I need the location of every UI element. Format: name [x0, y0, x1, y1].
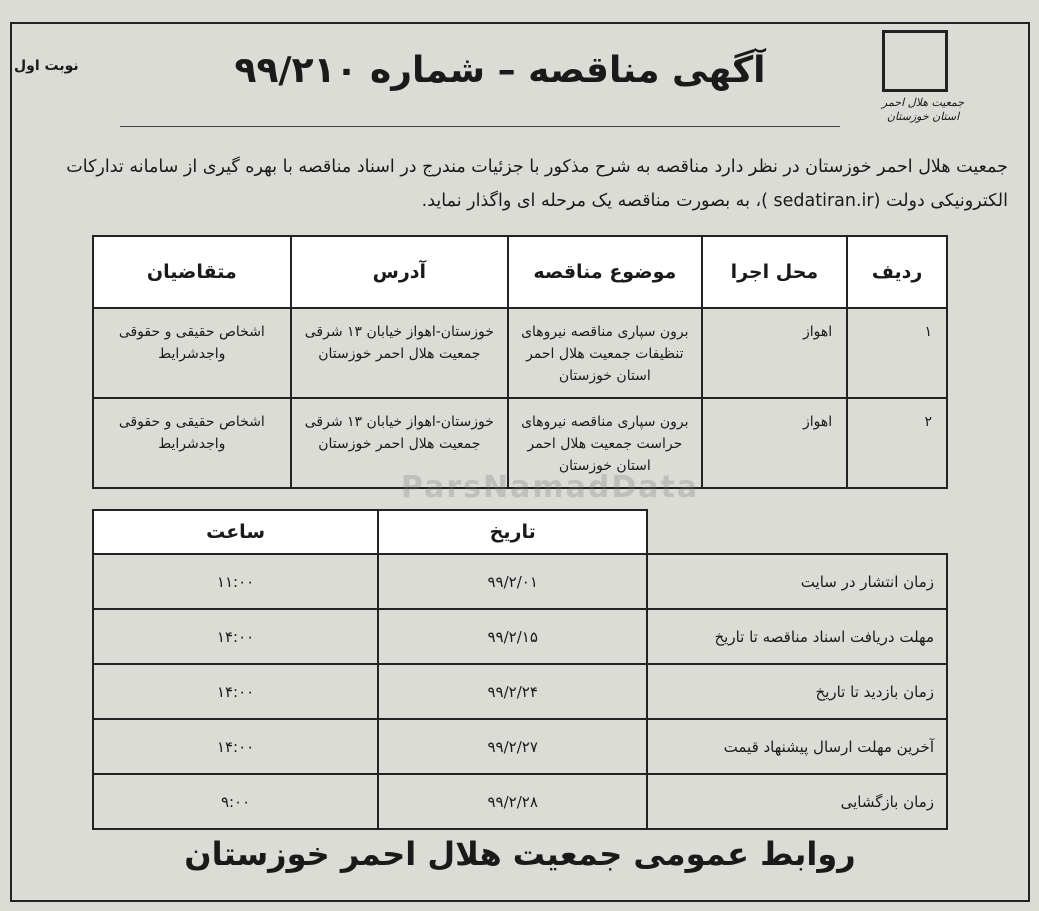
- col-header-subject: موضوع مناقصه: [508, 236, 702, 308]
- schedule-date: ۹۹/۲/۲۸: [378, 774, 647, 829]
- watermark: ParsNamadData: [400, 470, 700, 505]
- schedule-event: زمان بازدید تا تاریخ: [647, 664, 947, 719]
- schedule-table-header: [93, 510, 947, 554]
- table-row: [93, 554, 947, 609]
- logo-caption: [868, 96, 978, 124]
- table-row: [93, 719, 947, 774]
- schedule-date: ۹۹/۲/۱۵: [378, 609, 647, 664]
- table-row: [93, 609, 947, 664]
- row-index: ۲: [847, 398, 947, 488]
- crescent-emblem-box: [882, 30, 948, 92]
- schedule-table: [92, 509, 948, 830]
- intro-line-1: جمعیت هلال احمر خوزستان در نظر دارد مناقصه به شرح مذکور با جزئیات مندرج در اسناد مناقصه با بهره گیری از سامانه تدارکات: [66, 157, 1008, 177]
- schedule-event: زمان انتشار در سایت: [647, 554, 947, 609]
- schedule-time: ۱۱:۰۰: [93, 554, 378, 609]
- intro-paragraph: [28, 150, 1008, 218]
- intro-line-2: الکترونیکی دولت (sedatiran.ir )، به بصورت مناقصه یک مرحله ای واگذار نماید.: [421, 191, 1008, 211]
- schedule-time: ۱۴:۰۰: [93, 609, 378, 664]
- row-subject: برون سپاری مناقصه نیروهای حراست جمعیت هلال احمر استان خوزستان: [508, 398, 702, 488]
- title-divider: [120, 126, 840, 127]
- schedule-date: ۹۹/۲/۲۴: [378, 664, 647, 719]
- turn-label: نوبت اول: [14, 58, 79, 74]
- col-header-address: آدرس: [291, 236, 508, 308]
- schedule-time: ۹:۰۰: [93, 774, 378, 829]
- col-header-place: محل اجرا: [702, 236, 848, 308]
- table-row: [93, 774, 947, 829]
- crescent-icon: [885, 33, 945, 89]
- col-header-index: ردیف: [847, 236, 947, 308]
- row-address: خوزستان-اهواز خیابان ۱۳ شرقی جمعیت هلال احمر خوزستان: [291, 398, 508, 488]
- col-header-event-empty: [647, 510, 947, 554]
- table-row: [93, 308, 947, 398]
- tender-table: [92, 235, 948, 489]
- tender-table-header: [93, 236, 947, 308]
- footer-signature: روابط عمومی جمعیت هلال احمر خوزستان: [184, 835, 856, 873]
- table-row: [93, 398, 947, 488]
- schedule-time: ۱۴:۰۰: [93, 664, 378, 719]
- col-header-time: ساعت: [93, 510, 378, 554]
- col-header-date: تاریخ: [378, 510, 647, 554]
- col-header-applicants: متقاضیان: [93, 236, 291, 308]
- schedule-event: آخرین مهلت ارسال پیشنهاد قیمت: [647, 719, 947, 774]
- notice-title: آگهی مناقصه – شماره ۹۹/۲۱۰: [234, 50, 766, 91]
- row-place: اهواز: [702, 308, 848, 398]
- schedule-date: ۹۹/۲/۲۷: [378, 719, 647, 774]
- schedule-date: ۹۹/۲/۰۱: [378, 554, 647, 609]
- schedule-event: مهلت دریافت اسناد مناقصه تا تاریخ: [647, 609, 947, 664]
- logo-line-1: جمعیت هلال احمر: [881, 96, 965, 109]
- schedule-event: زمان بازگشایی: [647, 774, 947, 829]
- row-index: ۱: [847, 308, 947, 398]
- row-subject: برون سپاری مناقصه نیروهای تنظیفات جمعیت هلال احمر استان خوزستان: [508, 308, 702, 398]
- red-crescent-logo: [868, 30, 988, 130]
- logo-line-2: استان خوزستان: [886, 110, 960, 123]
- row-applicants: اشخاص حقیقی و حقوقی واجدشرایط: [93, 398, 291, 488]
- row-place: اهواز: [702, 398, 848, 488]
- table-row: [93, 664, 947, 719]
- row-applicants: اشخاص حقیقی و حقوقی واجدشرایط: [93, 308, 291, 398]
- schedule-time: ۱۴:۰۰: [93, 719, 378, 774]
- row-address: خوزستان-اهواز خیابان ۱۳ شرقی جمعیت هلال احمر خوزستان: [291, 308, 508, 398]
